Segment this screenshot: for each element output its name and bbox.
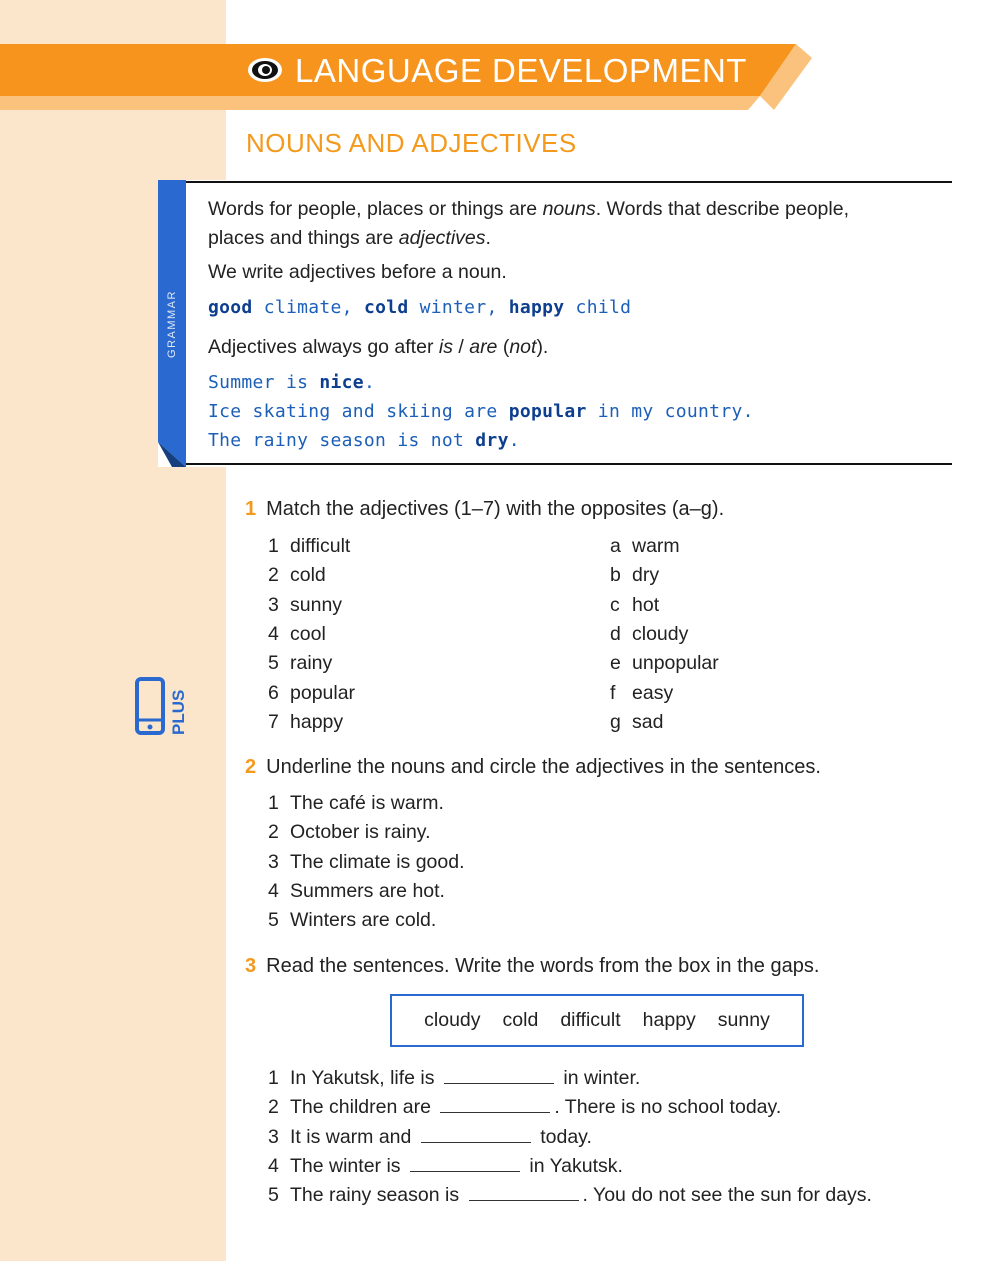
text: in my country.	[586, 401, 754, 422]
box-word: happy	[642, 1009, 696, 1031]
sentence-after: in winter.	[557, 1067, 641, 1089]
answer-gap[interactable]	[410, 1157, 520, 1172]
text: is	[438, 336, 453, 358]
plus-label: PLUS	[169, 689, 188, 735]
item-number: f	[610, 681, 616, 704]
grammar-example-1	[208, 297, 631, 318]
gap-fill-item	[268, 1126, 592, 1149]
item-number: 3	[268, 850, 279, 873]
answer-gap[interactable]	[440, 1098, 550, 1113]
grammar-line-4	[208, 336, 548, 359]
item-word: unpopular	[632, 652, 719, 675]
example-word: climate,	[252, 297, 364, 318]
text: . Words that describe people,	[595, 198, 849, 220]
item-word: sad	[632, 710, 664, 733]
sentence-item	[268, 792, 444, 815]
list-item	[610, 623, 688, 646]
gap-fill-item	[268, 1184, 872, 1207]
grammar-tab-label: GRAMMAR	[166, 289, 179, 358]
list-item	[268, 535, 350, 558]
sentence-text: The café is warm.	[290, 792, 444, 814]
list-item	[610, 652, 719, 675]
text: are	[469, 336, 498, 358]
list-item	[610, 594, 659, 617]
example-word: winter,	[408, 297, 509, 318]
exercise-number: 1	[245, 498, 257, 520]
text: The rainy season is not	[208, 430, 476, 451]
exercise-number: 2	[245, 756, 257, 778]
example-word: child	[564, 297, 632, 318]
text: /	[452, 336, 470, 358]
sentence-item	[268, 821, 431, 844]
sentence-text: October is rainy.	[290, 821, 431, 844]
example-word: good	[208, 297, 253, 318]
item-word: sunny	[290, 593, 343, 616]
list-item	[610, 711, 663, 734]
answer-gap[interactable]	[444, 1069, 554, 1084]
item-word: cool	[290, 622, 326, 645]
word-box	[390, 994, 804, 1047]
term-nouns: nouns	[542, 198, 596, 220]
grammar-line-2	[208, 227, 491, 250]
item-number: 7	[268, 710, 279, 733]
sentence-before: It is warm and	[290, 1125, 417, 1148]
item-number: 2	[268, 1096, 279, 1119]
text: .	[508, 430, 520, 451]
text: places and things are	[208, 227, 399, 249]
grammar-example-4	[208, 430, 520, 451]
grammar-tab-label-wrap	[158, 180, 186, 467]
item-number: 1	[268, 1067, 279, 1089]
grammar-line-1	[208, 198, 849, 221]
box-word: difficult	[560, 1009, 621, 1031]
item-number: 5	[268, 1184, 279, 1207]
answer-gap[interactable]	[421, 1128, 531, 1143]
item-word: hot	[632, 593, 660, 616]
box-word: cold	[502, 1009, 539, 1031]
sentence-text: The climate is good.	[290, 850, 465, 873]
item-word: rainy	[290, 652, 333, 675]
exercise-2-instruction	[245, 756, 821, 779]
grammar-box	[158, 180, 952, 467]
item-number: c	[610, 593, 620, 616]
grammar-bottom-rule	[186, 463, 952, 465]
sentence-item	[268, 880, 445, 903]
sentence-after: in Yakutsk.	[523, 1154, 623, 1177]
section-title: NOUNS AND ADJECTIVES	[246, 128, 577, 158]
sentence-item	[268, 851, 465, 874]
list-item	[268, 711, 343, 734]
item-number: g	[610, 710, 621, 733]
list-item	[610, 535, 680, 558]
list-item	[610, 564, 659, 587]
text: Adjectives always go after	[208, 336, 439, 358]
item-word: cloudy	[632, 622, 689, 645]
item-word: warm	[632, 535, 680, 557]
text: Summer is	[208, 372, 320, 393]
text: not	[509, 336, 537, 358]
grammar-example-3	[208, 401, 754, 422]
sentence-text: Winters are cold.	[290, 909, 437, 932]
text: ).	[536, 336, 549, 358]
text: (	[497, 336, 510, 358]
list-item	[610, 682, 673, 705]
term-adjectives: adjectives	[398, 227, 486, 249]
list-item	[268, 652, 332, 675]
example-word: happy	[508, 297, 565, 318]
box-word: sunny	[717, 1009, 770, 1031]
item-number: a	[610, 535, 621, 557]
eye-logo-icon	[245, 55, 285, 85]
grammar-top-rule	[186, 181, 952, 183]
item-word: happy	[290, 710, 344, 733]
item-word: easy	[632, 681, 674, 704]
item-number: 6	[268, 681, 279, 704]
instruction-text: Read the sentences. Write the words from the box in the gaps.	[266, 955, 820, 977]
list-item	[268, 594, 342, 617]
gap-fill-item	[268, 1067, 640, 1090]
example-adjective: popular	[508, 401, 587, 422]
item-number: 1	[268, 792, 279, 814]
gap-fill-item	[268, 1096, 781, 1119]
exercise-1-instruction	[245, 498, 724, 521]
item-number: e	[610, 652, 621, 675]
exercise-3-instruction	[245, 955, 819, 978]
text: .	[485, 227, 491, 249]
item-word: dry	[632, 564, 660, 587]
text: .	[363, 372, 376, 393]
item-number: b	[610, 564, 621, 587]
list-item	[268, 623, 326, 646]
item-number: 4	[268, 879, 279, 902]
example-word: cold	[363, 297, 409, 318]
sentence-before: The winter is	[290, 1154, 406, 1177]
banner-title: LANGUAGE DEVELOPMENT	[295, 52, 747, 89]
sentence-after: today.	[534, 1125, 592, 1148]
example-adjective: nice	[319, 372, 364, 393]
item-number: 4	[268, 622, 279, 645]
text: Words for people, places or things are	[208, 198, 543, 220]
sentence-after: . There is no school today.	[554, 1096, 782, 1119]
sentence-before: The children are	[290, 1096, 437, 1119]
answer-gap[interactable]	[469, 1186, 579, 1201]
box-word: cloudy	[424, 1009, 481, 1031]
grammar-example-2	[208, 372, 375, 393]
instruction-text: Match the adjectives (1–7) with the opposites (a–g).	[266, 498, 725, 520]
item-number: 2	[268, 821, 279, 844]
sentence-text: Summers are hot.	[290, 879, 445, 902]
item-number: 2	[268, 564, 279, 587]
sentence-before: In Yakutsk, life is	[290, 1067, 440, 1089]
sentence-item	[268, 909, 436, 932]
sentence-before: The rainy season is	[290, 1184, 465, 1207]
item-number: d	[610, 622, 621, 645]
list-item	[268, 682, 355, 705]
exercise-number: 3	[245, 955, 257, 977]
item-number: 4	[268, 1154, 279, 1177]
sentence-after: . You do not see the sun for days.	[582, 1184, 872, 1207]
item-word: popular	[290, 681, 356, 704]
item-number: 5	[268, 652, 279, 675]
item-word: cold	[290, 564, 326, 587]
item-number: 5	[268, 909, 279, 932]
gap-fill-item	[268, 1155, 623, 1178]
instruction-text: Underline the nouns and circle the adjectives in the sentences.	[266, 756, 821, 778]
list-item	[268, 564, 326, 587]
item-number: 1	[268, 535, 279, 557]
text: Ice skating and skiing are	[208, 401, 509, 422]
item-word: difficult	[290, 535, 351, 557]
grammar-line-3: We write adjectives before a noun.	[208, 261, 507, 283]
example-adjective: dry	[475, 430, 509, 451]
item-number: 3	[268, 1125, 279, 1148]
item-number: 3	[268, 593, 279, 616]
